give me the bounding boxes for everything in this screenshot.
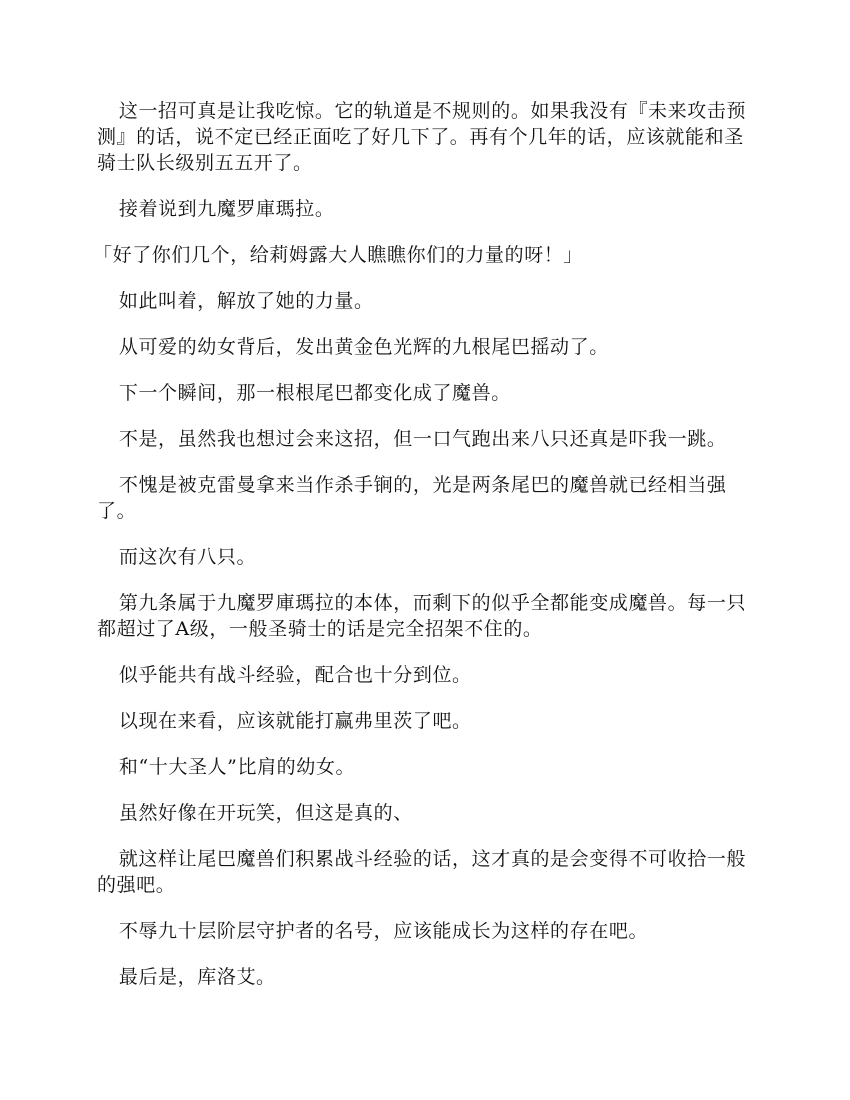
paragraph: 如此叫着，解放了她的力量。 bbox=[118, 290, 374, 312]
paragraph: 接着说到九魔罗庫瑪拉。 bbox=[118, 198, 335, 220]
paragraph: 以现在来看，应该就能打赢弗里茨了吧。 bbox=[118, 710, 472, 732]
paragraph: 虽然好像在开玩笑，但这是真的、 bbox=[118, 802, 413, 824]
paragraph: 就这样让尾巴魔兽们积累战斗经验的话，这才真的是会变得不可收拾一般的强吧。 bbox=[97, 848, 747, 896]
paragraph: 而这次有八只。 bbox=[118, 546, 257, 568]
paragraph: 和“十大圣人”比肩的幼女。 bbox=[118, 756, 356, 778]
dialogue-paragraph: 「好了你们几个，给莉姆露大人瞧瞧你们的力量的呀！」 bbox=[93, 244, 584, 266]
paragraph: 最后是，库洛艾。 bbox=[118, 966, 276, 988]
paragraph: 下一个瞬间，那一根根尾巴都变化成了魔兽。 bbox=[118, 382, 511, 404]
paragraph: 从可爱的幼女背后，发出黄金色光辉的九根尾巴摇动了。 bbox=[118, 336, 609, 358]
paragraph: 不是，虽然我也想过会来这招，但一口气跑出来八只还真是吓我一跳。 bbox=[118, 428, 727, 450]
paragraph: 似乎能共有战斗经验，配合也十分到位。 bbox=[118, 664, 472, 686]
paragraph: 不辱九十层阶层守护者的名号，应该能成长为这样的存在吧。 bbox=[118, 920, 649, 942]
body-text bbox=[93, 98, 757, 1010]
paragraph: 不愧是被克雷曼拿来当作杀手锏的，光是两条尾巴的魔兽就已经相当强了。 bbox=[97, 474, 727, 522]
paragraph: 第九条属于九魔罗庫瑪拉的本体，而剩下的似乎全都能变成魔兽。每一只都超过了A级，一般圣骑士的话是完全招架不住的。 bbox=[97, 592, 747, 640]
paragraph: 这一招可真是让我吃惊。它的轨道是不规则的。如果我没有『未来攻击预测』的话，说不定已经正面吃了好几下了。再有个几年的话，应该就能和圣骑士队长级别五五开了。 bbox=[97, 100, 747, 174]
